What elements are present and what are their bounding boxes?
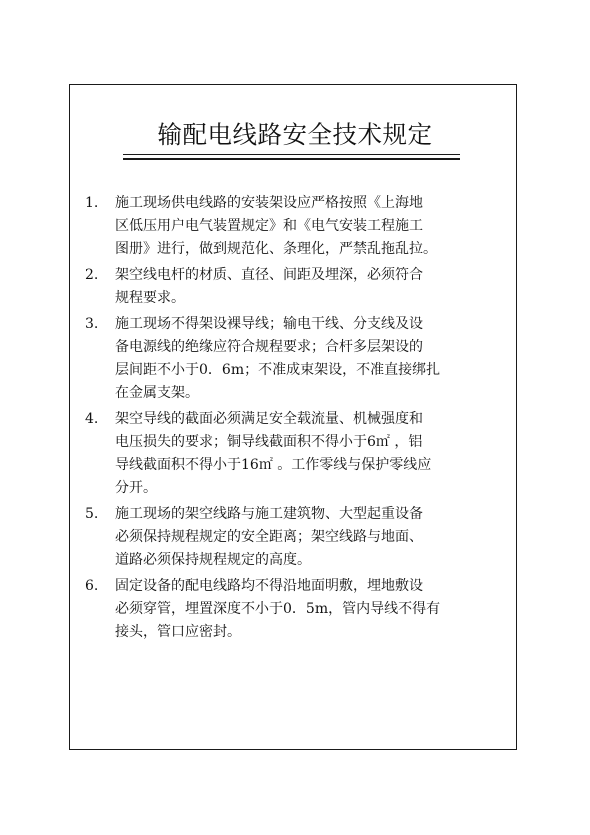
item-text-line: 必须保持规程规定的安全距离；架空线路与地面、 xyxy=(115,529,423,545)
item-number: 3. xyxy=(85,316,99,332)
item-text-line: 架空线电杆的材质、直径、间距及埋深，必须符合 xyxy=(115,267,423,283)
item-text-line: 电压损失的要求；铜导线截面积不得小于6㎡ ，铝 xyxy=(115,434,423,450)
item-text-line: 施工现场的架空线路与施工建筑物、大型起重设备 xyxy=(115,506,423,522)
item-text-line: 固定设备的配电线路均不得沿地面明敷，埋地敷设 xyxy=(115,578,423,594)
regulation-item xyxy=(85,575,485,644)
regulation-item xyxy=(85,313,485,405)
item-text-line: 道路必须保持规程规定的高度。 xyxy=(115,552,311,568)
title-underline-thick xyxy=(123,158,460,160)
document-title: 输配电线路安全技术规定 xyxy=(157,120,433,149)
item-text-line: 规程要求。 xyxy=(115,290,185,306)
item-number: 5. xyxy=(85,506,99,522)
item-text-line: 层间距不小于0．6m；不准成束架设，不准直接绑扎 xyxy=(115,362,441,378)
item-text-line: 接头，管口应密封。 xyxy=(115,624,241,640)
item-number: 1. xyxy=(85,195,99,211)
item-text-line: 图册》进行，做到规范化、条理化，严禁乱拖乱拉。 xyxy=(115,241,437,257)
item-text-line: 在金属支架。 xyxy=(115,385,199,401)
item-text-line: 施工现场供电线路的安装架设应严格按照《上海地 xyxy=(115,195,423,211)
item-text-line: 备电源线的绝缘应符合规程要求；合杆多层架设的 xyxy=(115,339,423,355)
regulation-item xyxy=(85,192,485,261)
regulation-item xyxy=(85,264,485,310)
item-number: 4. xyxy=(85,411,99,427)
item-text-line: 分开。 xyxy=(115,480,157,496)
regulation-list xyxy=(85,192,485,647)
item-text-line: 架空导线的截面必须满足安全载流量、机械强度和 xyxy=(115,411,423,427)
title-underline-thin xyxy=(123,154,460,155)
item-number: 2. xyxy=(85,267,99,283)
item-text-line: 区低压用户电气装置规定》和《电气安装工程施工 xyxy=(115,218,423,234)
item-text-line: 施工现场不得架设裸导线；输电干线、分支线及设 xyxy=(115,316,423,332)
item-text-line: 必须穿管，埋置深度不小于0．5m，管内导线不得有 xyxy=(115,601,441,617)
regulation-item xyxy=(85,408,485,500)
item-number: 6. xyxy=(85,578,99,594)
regulation-item xyxy=(85,503,485,572)
item-text-line: 导线截面积不得小于16㎡ 。工作零线与保护零线应 xyxy=(115,457,432,473)
